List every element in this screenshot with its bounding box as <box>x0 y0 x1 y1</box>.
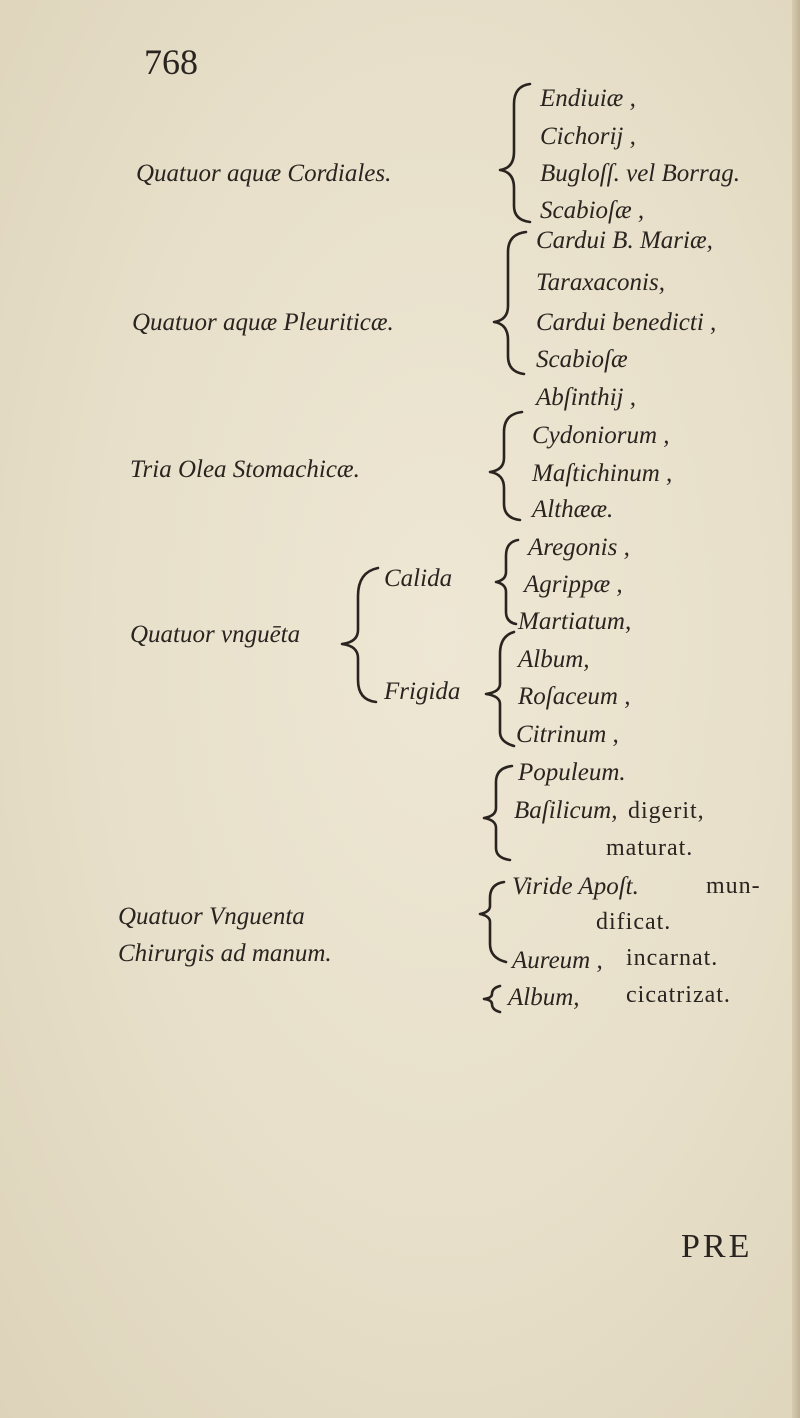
list-item: Scabioſæ <box>536 346 628 373</box>
list-item: Martiatum, <box>518 608 632 635</box>
brace-chirurgis-2 <box>480 882 506 962</box>
sublabel-frigida: Frigida <box>384 678 461 705</box>
brace-cordiales <box>500 84 530 222</box>
list-item: Album, <box>518 646 590 673</box>
list-item: Scabioſæ , <box>540 197 645 224</box>
list-item: Maſtichinum , <box>532 460 673 487</box>
list-item: Viride Apoſt. <box>512 873 639 900</box>
list-item: Baſilicum, <box>514 797 618 824</box>
catchword: PRE <box>681 1228 753 1265</box>
group-label-pleuriticae: Quatuor aquæ Pleuriticæ. <box>132 309 394 336</box>
list-item-note: dificat. <box>596 909 672 935</box>
list-item: Roſaceum , <box>518 683 631 710</box>
list-item-note: maturat. <box>606 835 694 861</box>
brace-chirurgis-3 <box>484 986 500 1012</box>
brace-vnguenta-main <box>342 568 378 702</box>
list-item: Cichorij , <box>540 123 636 150</box>
group-label-chirurgis-line2: Chirurgis ad manum. <box>118 940 332 967</box>
brace-calida <box>496 540 518 624</box>
brace-chirurgis-1 <box>484 766 512 860</box>
list-item: Taraxaconis, <box>536 269 665 296</box>
list-item-note: mun- <box>706 873 761 899</box>
list-item: Cardui benedicti , <box>536 309 717 336</box>
page-number: 768 <box>144 42 198 82</box>
list-item: Abſinthij , <box>536 384 636 411</box>
list-item: Althææ. <box>532 496 614 523</box>
brace-frigida <box>486 632 514 746</box>
group-label-olea: Tria Olea Stomachicæ. <box>130 456 360 483</box>
list-item-note: cicatrizat. <box>626 982 731 1008</box>
list-item-note: digerit, <box>628 798 705 824</box>
group-label-vnguenta: Quatuor vnguēta <box>130 621 301 648</box>
list-item: Populeum. <box>518 759 626 786</box>
sublabel-calida: Calida <box>384 565 453 592</box>
brace-pleuriticae <box>494 232 526 374</box>
list-item: Cydoniorum , <box>532 422 670 449</box>
list-item: Endiuiæ , <box>540 85 636 112</box>
list-item: Bugloſſ. vel Borrag. <box>540 160 740 187</box>
brace-olea <box>490 412 522 520</box>
group-label-cordiales: Quatuor aquæ Cordiales. <box>136 160 392 187</box>
list-item: Aregonis , <box>528 534 630 561</box>
list-item: Cardui B. Mariæ, <box>536 227 713 254</box>
group-label-chirurgis-line1: Quatuor Vnguenta <box>118 903 305 930</box>
list-item: Agrippæ , <box>524 571 623 598</box>
list-item: Album, <box>508 984 580 1011</box>
list-item: Aureum , <box>512 947 603 974</box>
list-item-note: incarnat. <box>626 945 719 971</box>
list-item: Citrinum , <box>516 721 619 748</box>
